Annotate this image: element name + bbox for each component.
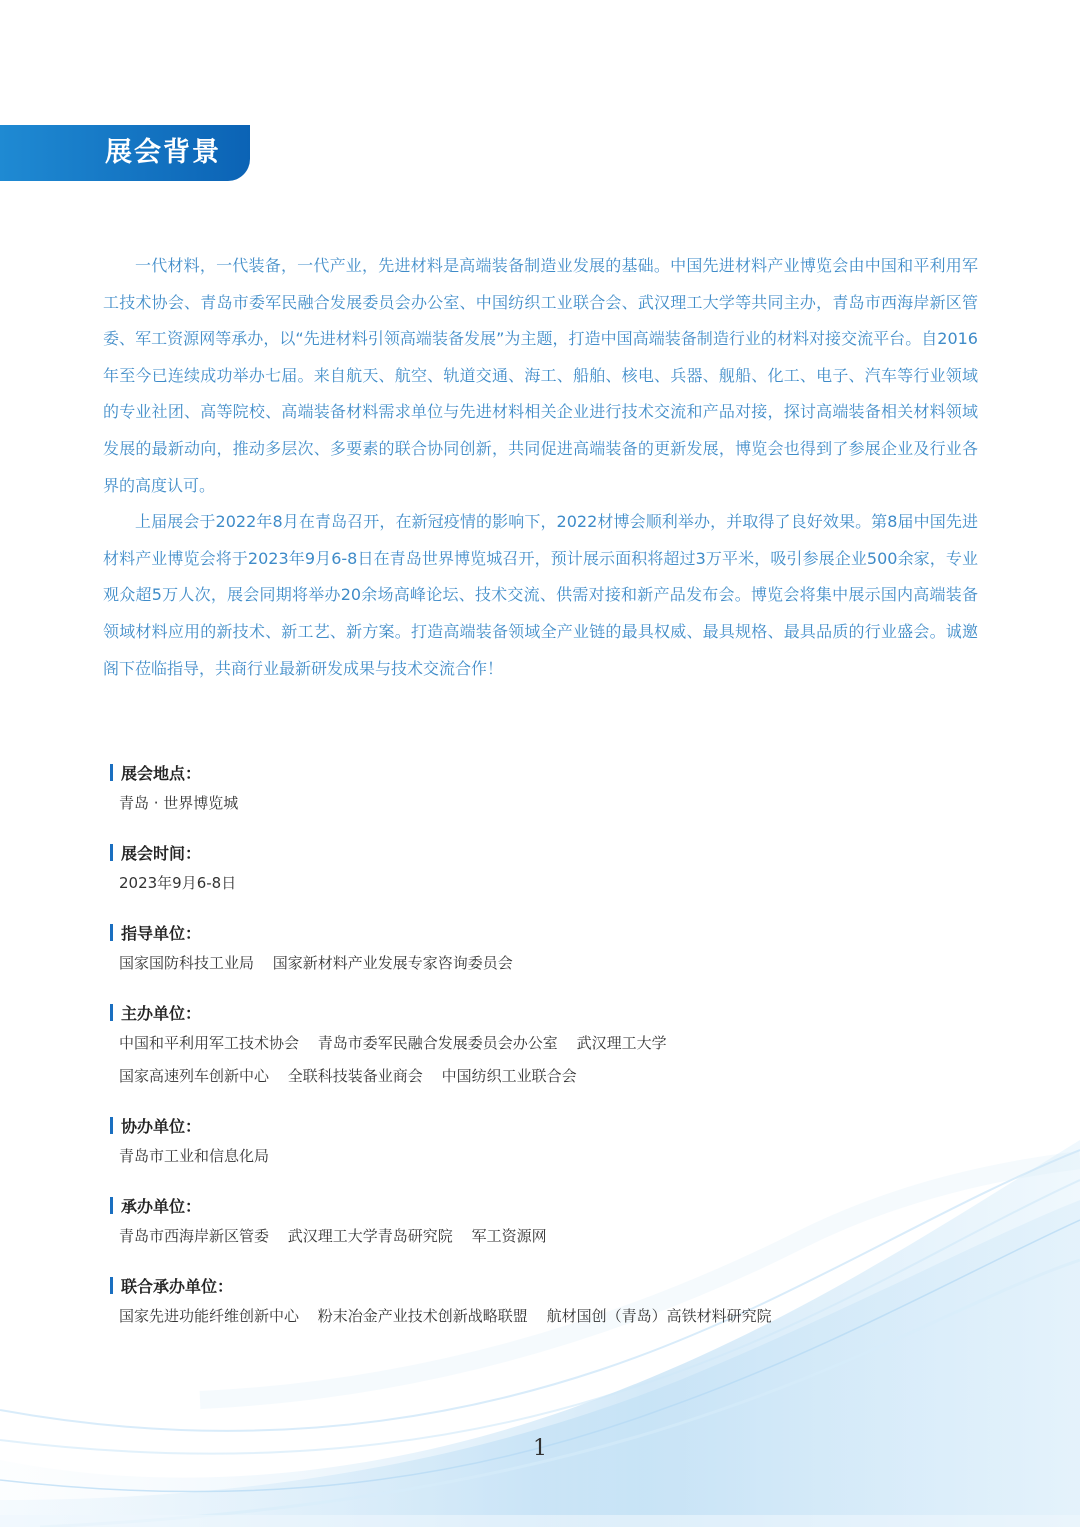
- co-organizer-label: 协办单位：: [121, 1116, 202, 1136]
- organization-name: 粉末冶金产业技术创新战略联盟: [317, 1307, 528, 1325]
- label-bar: [110, 1004, 113, 1021]
- page-title: 展会背景: [105, 137, 221, 168]
- hosts-label: 主办单位：: [121, 1003, 202, 1023]
- organization-name: 中国和平利用军工技术协会: [119, 1034, 300, 1052]
- label-bar: [110, 1277, 113, 1294]
- event-info: [110, 757, 970, 1350]
- label-bar: [110, 764, 113, 781]
- section-header: [0, 125, 250, 181]
- co-organizer-section: [110, 1110, 970, 1173]
- venue-value: 青岛 · 世界博览城: [119, 794, 239, 812]
- label-bar: [110, 924, 113, 941]
- joint-undertakers-section: [110, 1270, 970, 1333]
- organization-name: 军工资源网: [471, 1227, 547, 1245]
- organization-name: 航材国创（青岛）高铁材料研究院: [546, 1307, 772, 1325]
- intro-paragraph: 上届展会于2022年8月在青岛召开，在新冠疫情的影响下，2022材博会顺利举办，并取得了良好效果。第8届中国先进材料产业博览会将于2023年9月6-8日在青岛世界博览城召开，预计展示面积将超过3万平米，吸引参展企业500余家，专业观众超5万人次，展会同期将举办20余场高峰论坛、技术交流、供需对接和新产品发布会。博览会将集中展示国内高端装备领域材料应用的新技术、新工艺、新方案。打造高端装备领域全产业链的最具权威、最具规格、最具品质的行业盛会。诚邀阁下莅临指导，共商行业最新研发成果与技术交流合作！: [103, 512, 978, 678]
- hosts-section: [110, 997, 970, 1093]
- time-section: [110, 837, 970, 900]
- organization-name: 国家国防科技工业局: [119, 954, 255, 972]
- organization-name: 国家高速列车创新中心: [119, 1067, 270, 1085]
- intro-paragraph: 一代材料，一代装备，一代产业，先进材料是高端装备制造业发展的基础。中国先进材料产业博览会由中国和平利用军工技术协会、青岛市委军民融合发展委员会办公室、中国纺织工业联合会、武汉理工大学等共同主办，青岛市西海岸新区管委、军工资源网等承办，以“先进材料引领高端装备发展”为主题，打造中国高端装备制造行业的材料对接交流平台。自2016年至今已连续成功举办七届。来自航天、航空、轨道交通、海工、船舶、核电、兵器、舰船、化工、电子、汽车等行业领域的专业社团、高等院校、高端装备材料需求单位与先进材料相关企业进行技术交流和产品对接，探讨高端装备相关材料领域发展的最新动向，推动多层次、多要素的联合协同创新，共同促进高端装备的更新发展，博览会也得到了参展企业及行业各界的高度认可。: [103, 256, 978, 495]
- organization-name: 全联科技装备业商会: [287, 1067, 423, 1085]
- organization-name: 国家先进功能纤维创新中心: [119, 1307, 300, 1325]
- organization-name: 青岛市西海岸新区管委: [119, 1227, 270, 1245]
- organization-name: 青岛市委军民融合发展委员会办公室: [317, 1034, 558, 1052]
- guidance-section: [110, 917, 970, 980]
- time-value: 2023年9月6-8日: [119, 874, 237, 892]
- time-label: 展会时间：: [121, 843, 202, 863]
- venue-label: 展会地点：: [121, 763, 202, 783]
- label-bar: [110, 1197, 113, 1214]
- organization-name: 青岛市工业和信息化局: [119, 1147, 270, 1165]
- intro-text: [103, 248, 978, 687]
- venue-section: [110, 757, 970, 820]
- label-bar: [110, 1117, 113, 1134]
- page-number: 1: [533, 1436, 547, 1461]
- organization-name: 国家新材料产业发展专家咨询委员会: [272, 954, 513, 972]
- organization-name: 武汉理工大学: [576, 1034, 667, 1052]
- organization-name: 武汉理工大学青岛研究院: [287, 1227, 453, 1245]
- label-bar: [110, 844, 113, 861]
- undertakers-section: [110, 1190, 970, 1253]
- joint-undertakers-label: 联合承办单位：: [121, 1276, 234, 1296]
- organization-name: 中国纺织工业联合会: [441, 1067, 577, 1085]
- guidance-label: 指导单位：: [121, 923, 202, 943]
- undertakers-label: 承办单位：: [121, 1196, 202, 1216]
